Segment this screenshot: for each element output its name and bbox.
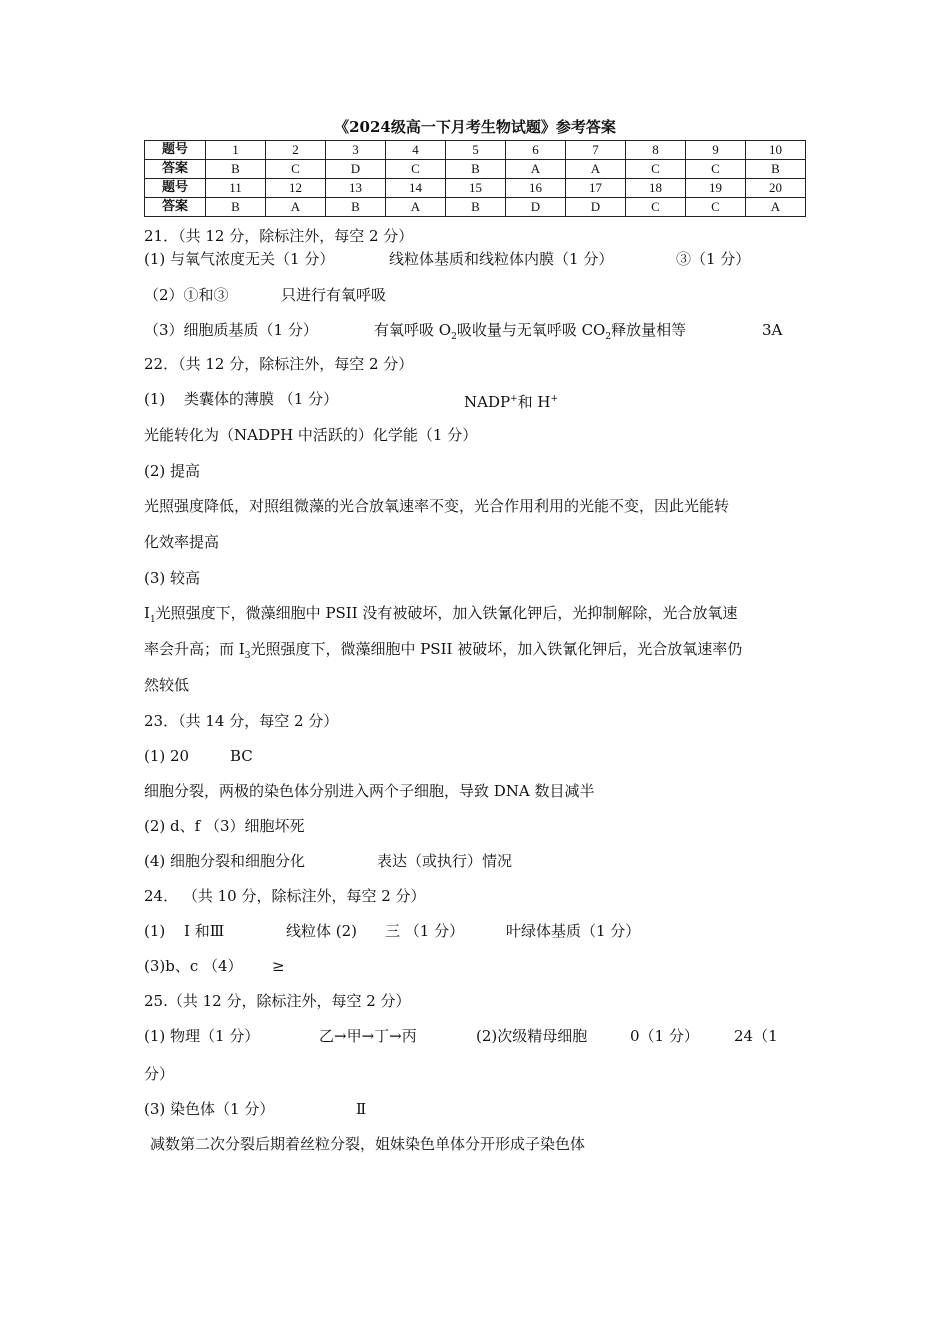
row-label: 答案 bbox=[145, 160, 206, 179]
q23-answer-3: (2) d、f （3）细胞坏死 bbox=[144, 817, 305, 835]
answer-text: (1) 与氧气浓度无关（1 分） bbox=[144, 250, 335, 268]
table-cell: D bbox=[506, 198, 566, 217]
q25-answer-1-continued: 分） bbox=[144, 1065, 175, 1083]
table-cell: 3 bbox=[326, 141, 386, 160]
answer-text: (1) bbox=[144, 390, 166, 408]
q22-answer-3: (2) 提高 bbox=[144, 462, 201, 480]
table-cell: 2 bbox=[266, 141, 326, 160]
table-cell: A bbox=[566, 160, 626, 179]
table-cell: B bbox=[446, 160, 506, 179]
answer-text: （2）①和③ bbox=[144, 286, 229, 304]
answer-text: 3A bbox=[762, 321, 783, 339]
q25-explanation-line: 减数第二次分裂后期着丝粒分裂，姐妹染色单体分开形成子染色体 bbox=[150, 1135, 586, 1153]
q23-heading: 23．（共 14 分，每空 2 分） bbox=[144, 712, 339, 730]
q22-answer-1 bbox=[144, 388, 804, 410]
q25-answer-3 bbox=[144, 1098, 804, 1120]
q22-explanation-line: 化效率提高 bbox=[144, 533, 220, 551]
row-label: 题号 bbox=[145, 179, 206, 198]
answer-text: 有氧呼吸 $O_2$吸收量与无氧呼吸 $CO_2$释放量相等 bbox=[374, 321, 687, 342]
table-cell: 8 bbox=[626, 141, 686, 160]
document-title: 《2024级高一下月考生物试题》参考答案 bbox=[334, 118, 616, 136]
q23-answer-1 bbox=[144, 745, 804, 767]
table-cell: C bbox=[626, 198, 686, 217]
answer-text: 表达（或执行）情况 bbox=[377, 852, 513, 870]
table-cell: 11 bbox=[206, 179, 266, 198]
q22-answer-4: (3) 较高 bbox=[144, 569, 201, 587]
table-row bbox=[145, 179, 806, 198]
table-cell: C bbox=[386, 160, 446, 179]
table-cell: C bbox=[686, 198, 746, 217]
table-row bbox=[145, 198, 806, 217]
q22-explanation-line: 然较低 bbox=[144, 676, 190, 694]
table-cell: C bbox=[626, 160, 686, 179]
answer-text: 乙→甲→丁→丙 bbox=[319, 1027, 417, 1045]
q25-answer-1 bbox=[144, 1025, 804, 1047]
q21-answer-2 bbox=[144, 284, 804, 306]
table-cell: B bbox=[326, 198, 386, 217]
table-cell: 18 bbox=[626, 179, 686, 198]
answer-text: BC bbox=[230, 747, 253, 765]
table-cell: A bbox=[386, 198, 446, 217]
answer-table bbox=[144, 140, 806, 217]
answer-text: 叶绿体基质（1 分） bbox=[506, 922, 641, 940]
q22-explanation-line: 光照强度降低，对照组微藻的光合放氧速率不变，光合作用利用的光能不变，因此光能转 bbox=[144, 497, 730, 515]
answer-text: 线粒体基质和线粒体内膜（1 分） bbox=[389, 250, 614, 268]
answer-text: NADP+和 H+ bbox=[464, 393, 559, 411]
q22-explanation-line: $I_1$光照强度下，微藻细胞中 PSII 没有被破坏，加入铁氰化钾后，光抑制解除，光合放氧速 bbox=[144, 604, 738, 625]
q22-answer-2: 光能转化为（NADPH 中活跃的）化学能（1 分） bbox=[144, 426, 478, 444]
answer-text: I 和Ⅲ bbox=[184, 922, 225, 940]
row-label: 题号 bbox=[145, 141, 206, 160]
answer-text: 0（1 分） bbox=[630, 1027, 699, 1045]
answer-text: ③（1 分） bbox=[676, 250, 751, 268]
table-row bbox=[145, 160, 806, 179]
table-cell: B bbox=[746, 160, 806, 179]
table-cell: 9 bbox=[686, 141, 746, 160]
table-cell: 14 bbox=[386, 179, 446, 198]
table-cell: 15 bbox=[446, 179, 506, 198]
table-cell: 10 bbox=[746, 141, 806, 160]
table-cell: B bbox=[206, 198, 266, 217]
answer-text: (3)b、c （4） bbox=[144, 957, 243, 975]
q22-heading: 22．（共 12 分，除标注外，每空 2 分） bbox=[144, 355, 414, 373]
q22-explanation-line: 率会升高；而 $I_3$光照强度下，微藻细胞中 PSII 被破坏，加入铁氰化钾后，光合放氧速率仍 bbox=[144, 640, 743, 661]
table-cell: 20 bbox=[746, 179, 806, 198]
table-cell: 1 bbox=[206, 141, 266, 160]
q21-answer-3 bbox=[144, 319, 804, 341]
table-cell: 19 bbox=[686, 179, 746, 198]
q24-answer-2 bbox=[144, 955, 804, 977]
answer-text: 24（1 bbox=[734, 1027, 778, 1045]
table-cell: 6 bbox=[506, 141, 566, 160]
table-cell: A bbox=[266, 198, 326, 217]
q21-answer-1 bbox=[144, 248, 804, 270]
table-cell: 7 bbox=[566, 141, 626, 160]
table-cell: D bbox=[566, 198, 626, 217]
answer-text: Ⅱ bbox=[356, 1100, 367, 1118]
row-label: 答案 bbox=[145, 198, 206, 217]
answer-text: (1) bbox=[144, 922, 166, 940]
table-cell: A bbox=[506, 160, 566, 179]
answer-text: (3) 染色体（1 分） bbox=[144, 1100, 275, 1118]
answer-text: (4) 细胞分裂和细胞分化 bbox=[144, 852, 306, 870]
answer-text: （3）细胞质基质（1 分） bbox=[144, 321, 318, 339]
answer-text: 线粒体 (2) bbox=[286, 922, 358, 940]
answer-text: ≥ bbox=[272, 957, 285, 975]
table-cell: 5 bbox=[446, 141, 506, 160]
table-cell: C bbox=[266, 160, 326, 179]
table-cell: B bbox=[206, 160, 266, 179]
q25-heading: 25.（共 12 分，除标注外，每空 2 分） bbox=[144, 992, 411, 1010]
table-cell: 13 bbox=[326, 179, 386, 198]
answer-text: 三 （1 分） bbox=[385, 922, 465, 940]
answer-text: 类囊体的薄膜 （1 分） bbox=[184, 390, 339, 408]
answer-text: 只进行有氧呼吸 bbox=[281, 286, 387, 304]
table-cell: 12 bbox=[266, 179, 326, 198]
q23-answer-4 bbox=[144, 850, 804, 872]
q24-answer-1 bbox=[144, 920, 804, 942]
q21-heading: 21．（共 12 分，除标注外，每空 2 分） bbox=[144, 227, 414, 245]
table-cell: B bbox=[446, 198, 506, 217]
q24-heading: 24． （共 10 分，除标注外，每空 2 分） bbox=[144, 887, 426, 905]
table-cell: C bbox=[686, 160, 746, 179]
table-cell: 4 bbox=[386, 141, 446, 160]
table-cell: 17 bbox=[566, 179, 626, 198]
table-cell: 16 bbox=[506, 179, 566, 198]
table-row bbox=[145, 141, 806, 160]
answer-text: (1) 物理（1 分） bbox=[144, 1027, 260, 1045]
table-cell: D bbox=[326, 160, 386, 179]
answer-text: (1) 20 bbox=[144, 747, 190, 765]
q23-answer-2: 细胞分裂，两极的染色体分别进入两个子细胞，导致 DNA 数目减半 bbox=[144, 782, 595, 800]
answer-text: (2)次级精母细胞 bbox=[476, 1027, 588, 1045]
table-cell: A bbox=[746, 198, 806, 217]
